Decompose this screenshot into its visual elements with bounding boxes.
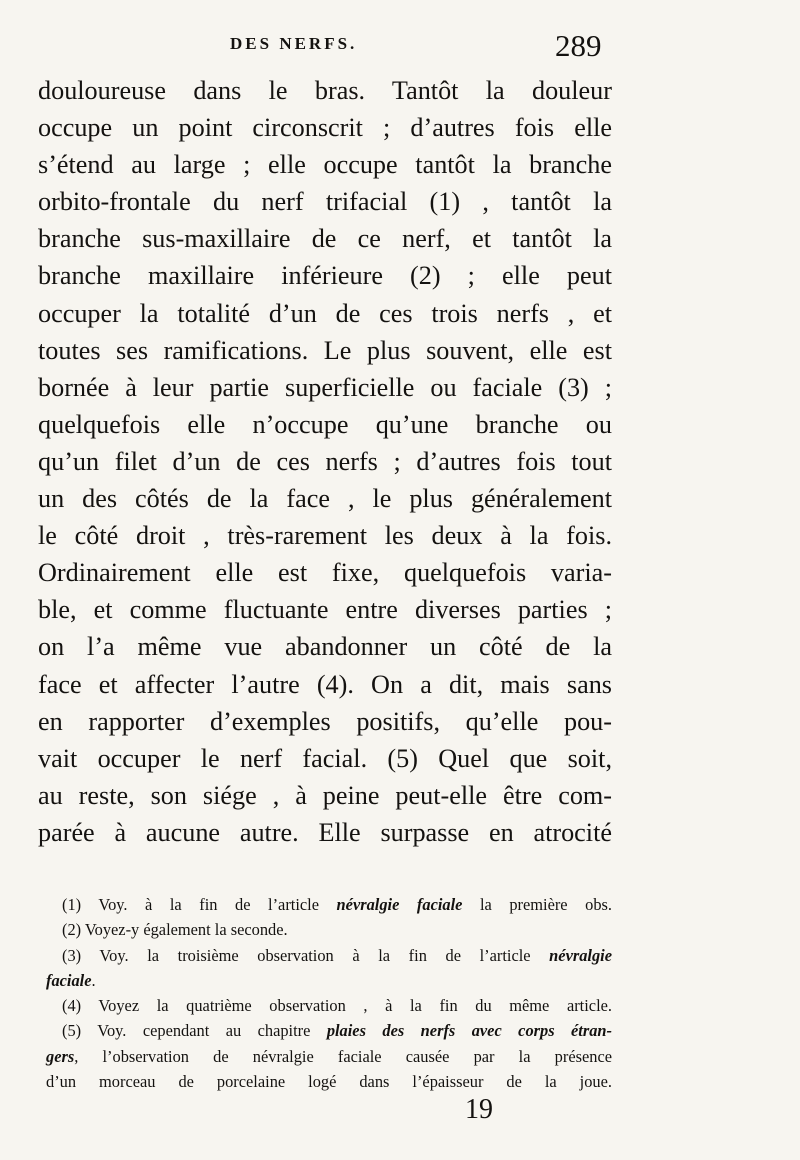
body-line: un des côtés de la face , le plus généralement — [38, 484, 612, 514]
footnote-italic: névralgie — [549, 945, 612, 965]
body-line: occupe un point circonscrit ; d’autres fois elle — [38, 113, 612, 143]
body-line: branche sus-maxillaire de ce nerf, et tantôt la — [38, 224, 612, 254]
body-line: vait occuper le nerf facial. (5) Quel que soit, — [38, 743, 612, 773]
running-title: DES NERFS. — [230, 34, 358, 53]
footnote-italic: gers — [46, 1046, 75, 1066]
page-number: 289 — [555, 28, 602, 63]
footnote-text: . — [91, 970, 96, 990]
body-line: orbito-frontale du nerf trifacial (1) , tantôt la — [38, 187, 612, 217]
body-line: s’étend au large ; elle occupe tantôt la branche — [38, 150, 612, 180]
footnote-text: (5) Voy. cependant au chapitre — [62, 1021, 327, 1041]
body-text — [38, 72, 612, 851]
body-line: ble, et comme fluctuante entre diverses parties ; — [38, 595, 612, 625]
body-line: qu’un filet d’un de ces nerfs ; d’autres fois tout — [38, 446, 612, 476]
footnote-text: (3) Voy. la troisième observation à la fin de l’article — [62, 945, 550, 965]
footnote-3 — [46, 943, 612, 968]
footnote-text: la première obs. — [462, 895, 613, 914]
body-line: douloureuse dans le bras. Tantôt la douleur — [38, 76, 612, 105]
footnote-5-line-2 — [46, 1044, 612, 1069]
footnotes — [46, 892, 612, 1094]
footnote-italic: névralgie faciale — [336, 895, 463, 914]
body-line: face et affecter l’autre (4). On a dit, mais sans — [38, 669, 612, 699]
body-line: on l’a même vue abandonner un côté de la — [38, 632, 612, 662]
footnote-4 — [46, 993, 612, 1018]
footnote-5-line-3 — [46, 1069, 612, 1094]
body-line: branche maxillaire inférieure (2) ; elle peut — [38, 261, 612, 291]
footnote-5 — [46, 1018, 612, 1043]
footnote-text: (4) Voyez la quatrième observation , à la fin du même article. — [62, 996, 612, 1016]
body-line: le côté droit , très-rarement les deux à la fois. — [38, 521, 612, 551]
footnote-text: d’un morceau de porcelaine logé dans l’épaisseur de la joue. — [46, 1072, 612, 1092]
body-line: parée à aucune autre. Elle surpasse en atrocité — [38, 817, 612, 847]
body-line: occuper la totalité d’un de ces trois nerfs , et — [38, 298, 612, 328]
body-line: bornée à leur partie superficielle ou faciale (3) ; — [38, 372, 612, 402]
footnote-italic: faciale — [46, 970, 92, 990]
footnote-text: (1) Voy. à la fin de l’article — [62, 895, 337, 914]
footnote-1 — [46, 892, 612, 917]
signature-mark: 19 — [465, 1094, 493, 1125]
body-line: en rapporter d’exemples positifs, qu’elle pou- — [38, 706, 612, 736]
body-line: au reste, son siége , à peine peut-elle être com- — [38, 780, 612, 810]
footnote-3-continuation — [46, 968, 612, 993]
footnote-italic: plaies des nerfs avec corps étran- — [326, 1021, 612, 1041]
body-line: toutes ses ramifications. Le plus souvent, elle est — [38, 335, 612, 365]
footnote-2 — [46, 917, 612, 942]
body-line: quelquefois elle n’occupe qu’une branche ou — [38, 409, 612, 439]
footnote-text: , l’observation de névralgie faciale causée par la présence — [74, 1046, 612, 1066]
running-head — [0, 28, 800, 68]
footnote-text: (2) Voyez-y également la seconde. — [62, 920, 288, 940]
body-line: Ordinairement elle est fixe, quelquefois varia- — [38, 558, 612, 588]
